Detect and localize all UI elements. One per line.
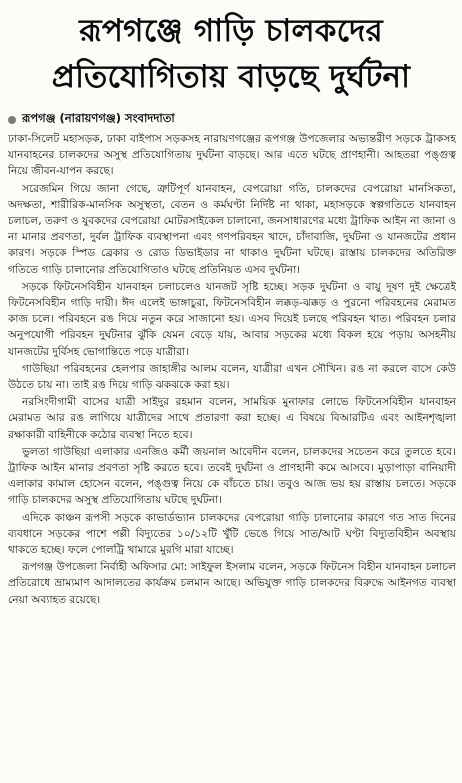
paragraph-1: ঢাকা-সিলেট মহাসড়ক, ঢাকা বাইপাস সড়কসহ নারায়ণগঞ্জের রূপগঞ্জ উপজেলার অভ্যন্তরীণ সড়কে ট্রাকসহ যানবাহনের চালকদের অসুস্থ প্রতিযোগিতায় দুর্ঘটনা বাড়ছে। আর এতে ঘটছে প্রাণহানী। আহতরা পঙ্গুত্ব নিয়ে জীবন-যাপন করছে। xyxy=(8,133,456,178)
paragraph-3: সড়কে ফিটনেসবিহীন যানবাহন চলাচলেও যানজট সৃষ্টি হচ্ছে। সড়ক দুর্ঘটনা ও বায়ু দূষণ দুই ক্ষেত্রেই ফিটনেসবিহীন গাড়ি দায়ী। ঈদ এলেই ভাঙ্গাচুরা, ফিটনেসবিহীন লক্কড়-ঝক্কড় ও পুরনো পরিবহনের মেরামত কাজ চলে। পরিবহনে রঙ দিয়ে নতুন করে সাজানো হয়। এসব দিয়েই চলছে পরিবহন খাত। পরিবহন চলার অনুপযোগী পরিবহন দুর্ঘটনার ঝুঁকি যেমন বেড়ে যায়, আবার সড়কের মধ্যে বিকল হয়ে পড়ায় অসহনীয় যানজটের দুর্বিসহ ভোগান্তিতে পড়ে যাত্রীরা। xyxy=(8,280,456,358)
headline-line-2: প্রতিযোগিতায় বাড়ছে দুর্ঘটনা xyxy=(51,59,411,95)
paragraph-6: ভুলতা গাউছিয়া এলাকার এনজিও কর্মী জয়নাল আবেদীন বলেন, চালকদের সচেতন করে তুলতে হবে। ট্রাফিক আইন মানার প্রবণতা সৃষ্টি করতে হবে। তবেই দুর্ঘটনা ও প্রাণহানী কমে আসবে। মুড়াপাড়া বানিয়াদী এলাকার কামাল হোসেন বলেন, পঙ্গুত্ব নিয়ে কে বাঁচতে চায়। তবুও আজ ভয় হয় রাস্তায় চলতে। সড়কে গাড়ি চালকদের অসুস্থ প্রতিযোগিতায় ঘটছে দুর্ঘটনা। xyxy=(8,445,456,507)
headline-line-1: রূপগঞ্জে গাড়ি চালকদের xyxy=(79,13,383,49)
paragraph-5: নরসিংদীগামী বাসের যাত্রী সাইদুর রহমান বলেন, সাময়িক মুনাফার লোভে ফিটনেসবিহীন যানবাহন মেরামত আর রঙ লাগিয়ে যাত্রীদের সাথে প্রতারণা করা হচ্ছে। এ বিষয়ে বিআরটিএ এবং আইনশৃঙ্খলা রক্ষাকারী বাহিনীকে কঠোর ব্যবস্থা নিতে হবে। xyxy=(8,396,456,441)
headline xyxy=(0,0,462,100)
paragraph-7: এদিকে কাঞ্চন রূপসী সড়কে কাভার্ডভ্যান চালকদের বেপরোয়া গাড়ি চালানোর কারণে গত সাত দিনের ব্যবধানে সড়কের পাশে পল্লী বিদ্যুতের ১০/১২টি খুঁটি ভেঙে গিয়ে সাত/আট ঘণ্টা বিদ্যুতবিহীন অবস্থায় থাকতে হচ্ছে। ফলে পোলট্রি খামারে মুরগি মারা যাচ্ছে। xyxy=(8,511,456,557)
article-body xyxy=(0,131,462,608)
paragraph-8: রূপগঞ্জ উপজেলা নির্বাহী অফিসার মো: সাইফুল ইসলাম বলেন, সড়কে ফিটনেস বিহীন যানবাহন চলাচল প্রতিরোধে ভ্রাম্যমাণ আদালতের কার্যক্রম চলমান আছে। অভিযুক্ত গাড়ি চালকদের বিরুদ্ধে আইনগত ব্যবস্থা নেয়া অব্যাহত রয়েছে। xyxy=(8,561,456,606)
paragraph-2: সরেজমিন গিয়ে জানা গেছে, ত্রুটিপূর্ণ যানবাহন, বেপরোয়া গতি, চালকদের বেপরোয়া মানসিকতা, অদক্ষতা, শারীরিক-মানসিক অসুস্থতা, বেতন ও কর্মঘণ্টা নির্দিষ্ট না থাকা, মহাসড়কে স্বল্পগতিতে যানবাহন চলাচল, তরুণ ও যুবকদের বেপরোয়া মোটরসাইকেল চালানো, জনসাধারণের মধ্যে ট্রাফিক আইন না জানা ও না মানার প্রবণতা, দুর্বল ট্রাফিক ব্যবস্থাপনা এবং গণপরিবহন খাদে, চাঁদাবাজি, দুর্ঘটনা ও যানজটের প্রধান কারণ। সড়কে স্পিড ব্রেকার ও রোড ডিভাইডার না থাকাও দুর্ঘটনা ঘটছে। রাস্তায় চালকদের অতিরিক্ত গতিতে গাড়ি চালানোর প্রতিযোগিতাও ঘটছে প্রতিনিয়ত এসব দুর্ঘটনা। xyxy=(8,182,456,276)
byline xyxy=(8,110,462,129)
byline-text: রূপগঞ্জ (নারায়ণগঞ্জ) সংবাদদাতা xyxy=(22,111,175,125)
bullet-icon xyxy=(8,116,16,124)
paragraph-4: গাউছিয়া পরিবহনের হেলপার জাহাঙ্গীর আলম বলেন, যাত্রীরা এখন সৌখিন। রঙ না করলে বাসে কেউ উঠতে চায় না। তাই রঙ দিয়ে গাড়ি ঝকঝকে করা হয়। xyxy=(8,362,456,392)
